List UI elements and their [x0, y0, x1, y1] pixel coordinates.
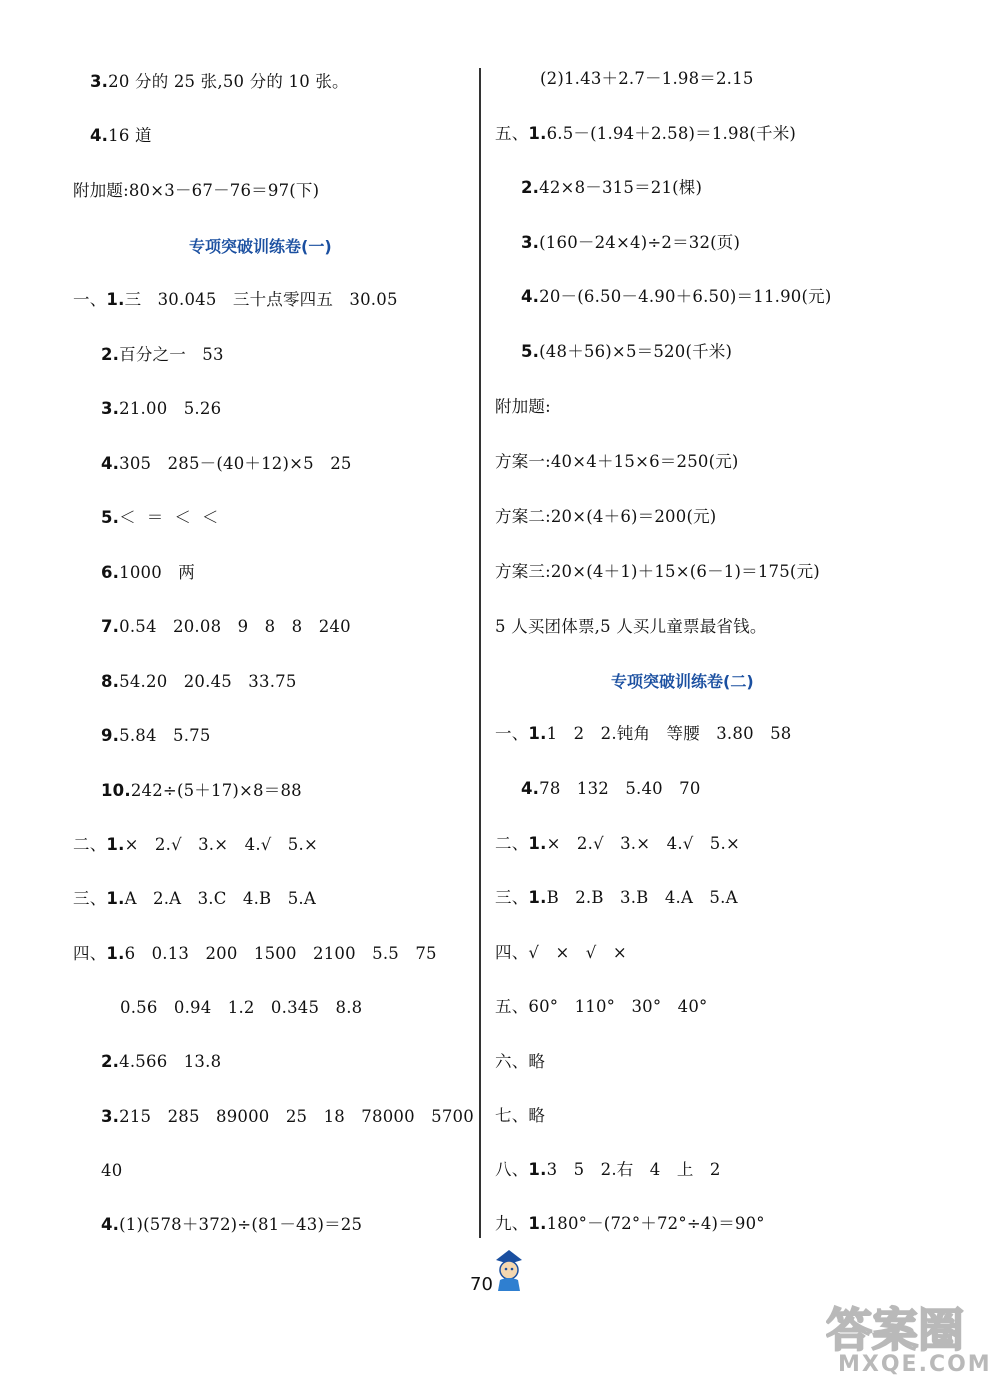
answer-line: 4.20－(6.50－4.90＋6.50)＝11.90(元): [521, 287, 832, 306]
watermark-logo: [826, 1296, 986, 1356]
answer-line: 附加题:80×3－67－76＝97(下): [73, 181, 320, 200]
answer-line: 方案三:20×(4＋1)＋15×(6－1)＝175(元): [495, 562, 820, 581]
answer-line: 10.242÷(5＋17)×8＝88: [101, 781, 302, 800]
answer-line: 九、1.180°－(72°＋72°÷4)＝90°: [495, 1214, 765, 1233]
answer-line: 40: [101, 1161, 123, 1180]
watermark-url: MXQE.COM: [838, 1352, 992, 1377]
svg-text:答案圈: 答案圈: [826, 1303, 964, 1356]
section-heading-1: 专项突破训练卷(一): [189, 237, 332, 256]
answer-line: 4.305 285－(40＋12)×5 25: [101, 454, 352, 473]
answer-line: 4.16 道: [90, 126, 152, 145]
answer-line: 方案二:20×(4＋6)＝200(元): [495, 507, 717, 526]
answer-line: 5 人买团体票,5 人买儿童票最省钱。: [495, 617, 767, 636]
column-divider: [479, 68, 481, 1238]
answer-line: 4.(1)(578＋372)÷(81－43)＝25: [101, 1215, 363, 1234]
answer-line: 三、1.B 2.B 3.B 4.A 5.A: [495, 888, 738, 907]
answer-line: 3.(160－24×4)÷2＝32(页): [521, 233, 741, 252]
mascot-icon: [492, 1248, 526, 1292]
answer-line: 四、√ × √ ×: [495, 943, 627, 962]
answer-line: 5.(48＋56)×5＝520(千米): [521, 342, 733, 361]
answer-line: 六、略: [495, 1052, 546, 1071]
answer-line: 二、1.× 2.√ 3.× 4.√ 5.×: [73, 835, 318, 854]
answer-line: 7.0.54 20.08 9 8 8 240: [101, 617, 351, 636]
answer-line: (2)1.43＋2.7－1.98＝2.15: [540, 69, 754, 88]
page-number: 70: [470, 1274, 493, 1295]
answer-line: 3.20 分的 25 张,50 分的 10 张。: [90, 72, 349, 91]
answer-line: 一、1.三 30.045 三十点零四五 30.05: [73, 290, 398, 309]
answer-line: 一、1.1 2 2.钝角 等腰 3.80 58: [495, 724, 792, 743]
answer-line: 二、1.× 2.√ 3.× 4.√ 5.×: [495, 834, 740, 853]
answer-line: 2.42×8－315＝21(棵): [521, 178, 703, 197]
answer-line: 附加题:: [495, 397, 551, 416]
answer-line: 2.百分之一 53: [101, 345, 224, 364]
answer-line: 3.215 285 89000 25 18 78000 5700: [101, 1107, 474, 1126]
answer-line: 七、略: [495, 1106, 546, 1125]
answer-line: 8.54.20 20.45 33.75: [101, 672, 297, 691]
answer-line: 9.5.84 5.75: [101, 726, 211, 745]
section-heading-2: 专项突破训练卷(二): [611, 672, 754, 691]
answer-line: 四、1.6 0.13 200 1500 2100 5.5 75: [73, 944, 437, 963]
answer-line: 八、1.3 5 2.右 4 上 2: [495, 1160, 721, 1179]
answer-line: 4.78 132 5.40 70: [521, 779, 701, 798]
answer-line: 6.1000 两: [101, 563, 195, 582]
answer-line: 五、1.6.5－(1.94＋2.58)＝1.98(千米): [495, 124, 797, 143]
answer-line: 2.4.566 13.8: [101, 1052, 222, 1071]
answer-line: 三、1.A 2.A 3.C 4.B 5.A: [73, 889, 316, 908]
answer-line: 0.56 0.94 1.2 0.345 8.8: [120, 998, 363, 1017]
answer-line: 五、60° 110° 30° 40°: [495, 997, 708, 1016]
answer-line: 5.＜ ＝ ＜ ＜: [101, 508, 219, 527]
answer-line: 3.21.00 5.26: [101, 399, 222, 418]
answer-line: 方案一:40×4＋15×6＝250(元): [495, 452, 739, 471]
